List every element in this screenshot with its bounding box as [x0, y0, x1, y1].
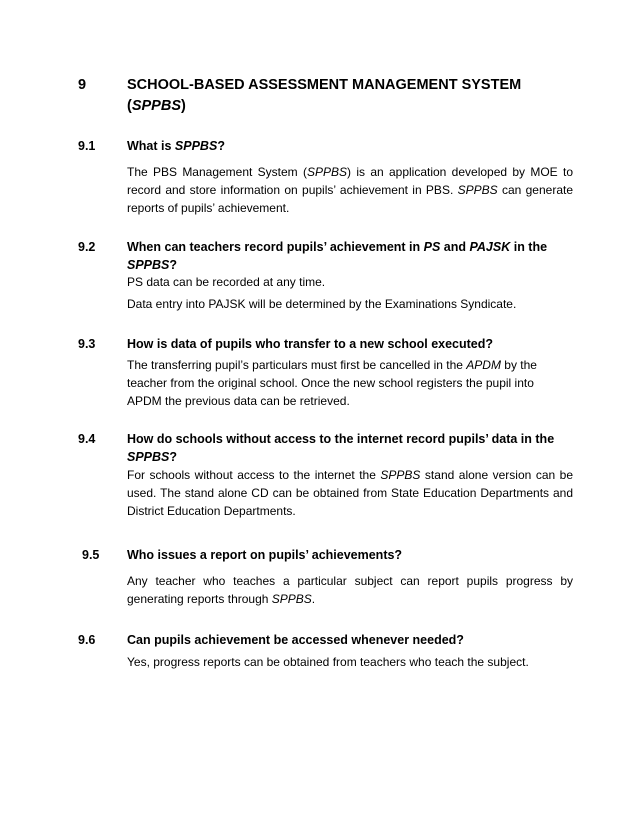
- section-answer-line: Data entry into PAJSK will be determined by the Examinations Syndicate.: [127, 297, 517, 311]
- chapter-title-acronym-line: (SPPBS): [127, 98, 186, 114]
- section-number: 9.1: [78, 139, 96, 153]
- section-question: How do schools without access to the internet record pupils’ data in the SPPBS?: [127, 432, 555, 464]
- section-question: How is data of pupils who transfer to a new school executed?: [127, 337, 494, 351]
- chapter-title-text: SCHOOL-BASED ASSESSMENT MANAGEMENT SYSTEM: [127, 77, 522, 93]
- section-question: Can pupils achievement be accessed whenever needed?: [127, 633, 464, 647]
- section-number: 9.5: [82, 548, 100, 562]
- section-answer: The transferring pupil’s particulars must first be cancelled in the APDM by the teacher from the original school. Once the new school registers the pupil into APDM the previous data can be retrieved.: [127, 358, 537, 408]
- chapter-number: 9: [78, 77, 87, 93]
- section-question: Who issues a report on pupils’ achievements?: [127, 548, 403, 562]
- section-answer: For schools without access to the internet the SPPBS stand alone version can be used. The stand alone CD can be obtained from State Education Departments and District Education Departments.: [127, 468, 574, 518]
- section-number: 9.3: [78, 337, 96, 351]
- section-answer-line: PS data can be recorded at any time.: [127, 275, 326, 289]
- section-question: What is SPPBS?: [127, 139, 225, 153]
- section-answer: Yes, progress reports can be obtained from teachers who teach the subject.: [127, 655, 529, 669]
- section-answer: Any teacher who teaches a particular subject can report pupils progress by generating reports through SPPBS.: [127, 574, 573, 606]
- chapter-title: [127, 75, 577, 117]
- section-answer: The PBS Management System (SPPBS) is an application developed by MOE to record and store information on pupils’ achievement in PBS. SPPBS can generate reports of pupils’ achievement.: [127, 165, 574, 215]
- section-number: 9.6: [78, 633, 96, 647]
- section-number: 9.4: [78, 432, 96, 446]
- section-question: When can teachers record pupils’ achievement in PS and PAJSK in the SPPBS?: [127, 240, 548, 272]
- section-number: 9.2: [78, 240, 96, 254]
